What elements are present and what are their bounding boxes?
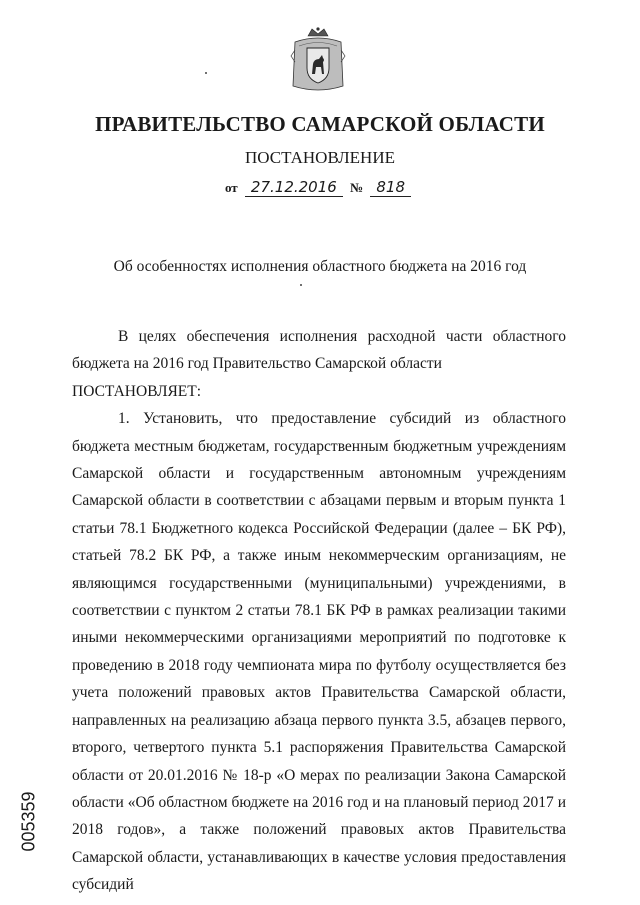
date-prefix: от [224, 180, 238, 195]
scan-speck [300, 284, 302, 286]
document-body [72, 323, 566, 899]
paragraph: В целях обеспечения исполнения расходной части областного бюджета на 2016 год Правительство Самарской области [72, 328, 566, 373]
document-date: 27.12.2016 [245, 178, 343, 197]
document-subject: Об особенностях исполнения областного бюджета на 2016 год [113, 258, 527, 275]
scan-speck [205, 72, 207, 74]
paragraph-decree-word: ПОСТАНОВЛЯЕТ: [72, 382, 202, 400]
coat-of-arms-emblem [289, 26, 347, 94]
government-title: ПРАВИТЕЛЬСТВО САМАРСКОЙ ОБЛАСТИ [95, 112, 545, 136]
side-registration-number: 005359 [18, 790, 39, 852]
number-prefix: № [350, 180, 364, 195]
paragraph: 1. Установить, что предоставление субсидий из областного бюджета местным бюджетам, государственным бюджетным учреждениям Самарской области и государственным автономным учреждениям Самарской области в соответствии с абзацами первым и вторым пункта 1 статьи 78.1 Бюджетного кодекса Российской Федерации (далее – БК РФ), статьей 78.2 БК РФ, а также иным некоммерческим организациям, не являющимся государственными (муниципальными) учреждениями, в соответствии с пунктом 2 статьи 78.1 БК РФ в рамках реализации такими иными некоммерческими организациями мероприятий по подготовке к проведению в 2018 году чемпионата мира по футболу осуществляется без учета положений правовых актов Правительства Самарской области, направленных на реализацию абзаца первого пункта 3.5, абзацев первого, второго, четвертого пункта 5.1 распоряжения Правительства Самарской области от 20.01.2016 № 18-р «О мерах по реализации Закона Самарской области «Об областном бюджете на 2016 год и на плановый период 2017 и 2018 годов», а также положений правовых актов Правительства Самарской области, устанавливающих в качестве условия предоставления субсидий [72, 410, 566, 894]
document-type: ПОСТАНОВЛЕНИЕ [244, 148, 395, 167]
date-number-line [0, 178, 640, 197]
document-number: 818 [370, 178, 411, 197]
